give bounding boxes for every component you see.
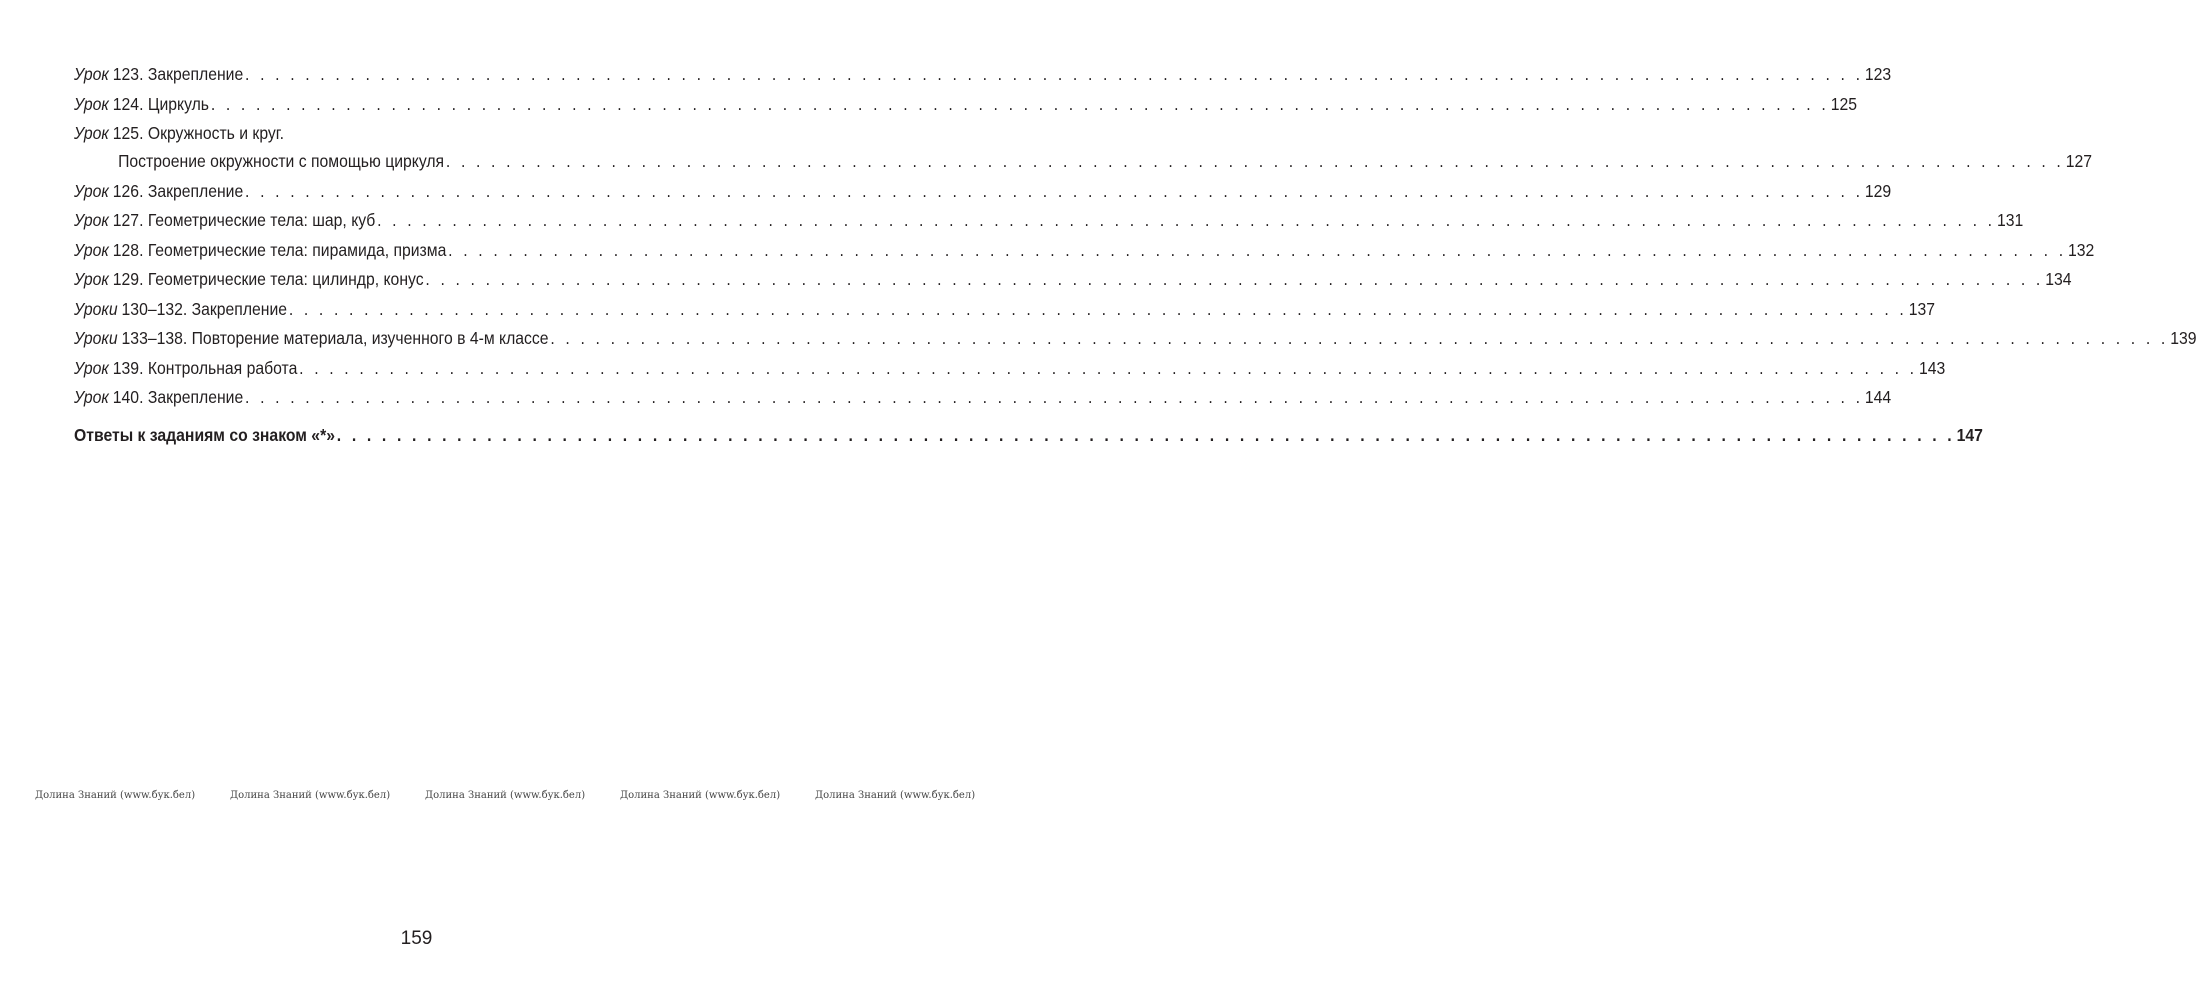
dot-leader: [377, 206, 1995, 236]
toc-entry-continuation: [74, 147, 2093, 177]
dot-leader: [446, 147, 2064, 177]
toc-entry-page: 137: [1908, 298, 1935, 319]
watermark-strip: [0, 790, 1010, 801]
toc-entry-page: 143: [1919, 357, 1946, 378]
watermark-text: Долина Знаний (www.бук.бел): [815, 790, 976, 801]
toc-entry-title: 126. Закрепление: [112, 180, 244, 201]
toc-entry-page: 132: [2068, 239, 2095, 260]
watermark-text: Долина Знаний (www.бук.бел): [35, 790, 196, 801]
dot-leader: [211, 90, 1829, 120]
toc-entry-page: 129: [1864, 180, 1892, 201]
toc-entry-page: 134: [2045, 269, 2072, 289]
dot-leader: [425, 265, 2043, 295]
toc-entry-prefix: Урок: [74, 357, 109, 378]
toc-entry-title: 123. Закрепление: [112, 64, 244, 84]
toc-entry: [74, 119, 740, 147]
toc-entry-prefix: Урок: [74, 180, 109, 201]
toc-entry-title: 128. Геометрические тела: пирамида, призма: [112, 239, 447, 260]
dot-leader: [550, 324, 2168, 354]
toc-entry-prefix: Урок: [74, 239, 109, 260]
toc-entry: [74, 265, 2072, 295]
page-number: 159: [400, 928, 433, 949]
toc-entry-prefix: Урок: [74, 387, 109, 407]
toc-entry-title: 125. Окружность и круг.: [112, 123, 284, 143]
toc-entry-title: 129. Геометрические тела: цилиндр, конус: [112, 269, 424, 289]
table-of-contents: [74, 60, 2197, 450]
toc-entry-prefix: Уроки: [74, 298, 118, 319]
toc-entry-page: 139: [2170, 328, 2197, 348]
watermark-text: Долина Знаний (www.бук.бел): [425, 790, 586, 801]
toc-entry: [74, 354, 1946, 384]
dot-leader: [245, 383, 1863, 413]
toc-entry: [74, 206, 2024, 236]
toc-entry: [74, 383, 1892, 413]
toc-entry-title: 124. Циркуль: [112, 93, 210, 114]
toc-entry-page: 125: [1830, 93, 1857, 114]
toc-entry: [74, 236, 2095, 266]
toc-entry-title: 127. Геометрические тела: шар, куб: [112, 210, 376, 230]
toc-entry: [74, 60, 1892, 90]
toc-entry-title: 133–138. Повторение материала, изученного в 4-м классе: [121, 328, 549, 348]
toc-entry: [74, 90, 1857, 120]
toc-entry-title: 139. Контрольная работа: [112, 357, 298, 378]
toc-answers-page: 147: [1956, 424, 1983, 445]
watermark-text: Долина Знаний (www.бук.бел): [620, 790, 781, 801]
toc-entry: [74, 177, 1892, 207]
dot-leader: [337, 421, 1955, 451]
dot-leader: [245, 60, 1863, 90]
toc-entry-page: 127: [2065, 151, 2093, 171]
toc-entry-prefix: Урок: [74, 64, 109, 84]
toc-entry-page: 131: [1996, 210, 2024, 230]
toc-entry-prefix: Урок: [74, 93, 109, 114]
toc-entry: [74, 295, 1935, 325]
toc-answers-title: Ответы к заданиям со знаком «*»: [74, 424, 335, 445]
toc-entry-page: 144: [1864, 387, 1892, 407]
dot-leader: [289, 295, 1907, 325]
toc-entry-prefix: Урок: [74, 269, 109, 289]
toc-entry-prefix: Уроки: [74, 328, 118, 348]
toc-entry: [74, 324, 2197, 354]
dot-leader: [299, 354, 1917, 384]
watermark-text: Долина Знаний (www.бук.бел): [230, 790, 391, 801]
toc-entry-prefix: Урок: [74, 123, 109, 143]
dot-leader: [448, 236, 2066, 266]
toc-answers-entry: [74, 421, 1983, 451]
toc-entry-page: 123: [1864, 64, 1892, 84]
toc-entry-title: 130–132. Закрепление: [121, 298, 288, 319]
dot-leader: [245, 177, 1863, 207]
toc-entry-continuation-text: Построение окружности с помощью циркуля: [118, 151, 445, 171]
watermark-text: [0, 790, 35, 801]
toc-entry-prefix: Урок: [74, 210, 109, 230]
toc-entry-title: 140. Закрепление: [112, 387, 244, 407]
